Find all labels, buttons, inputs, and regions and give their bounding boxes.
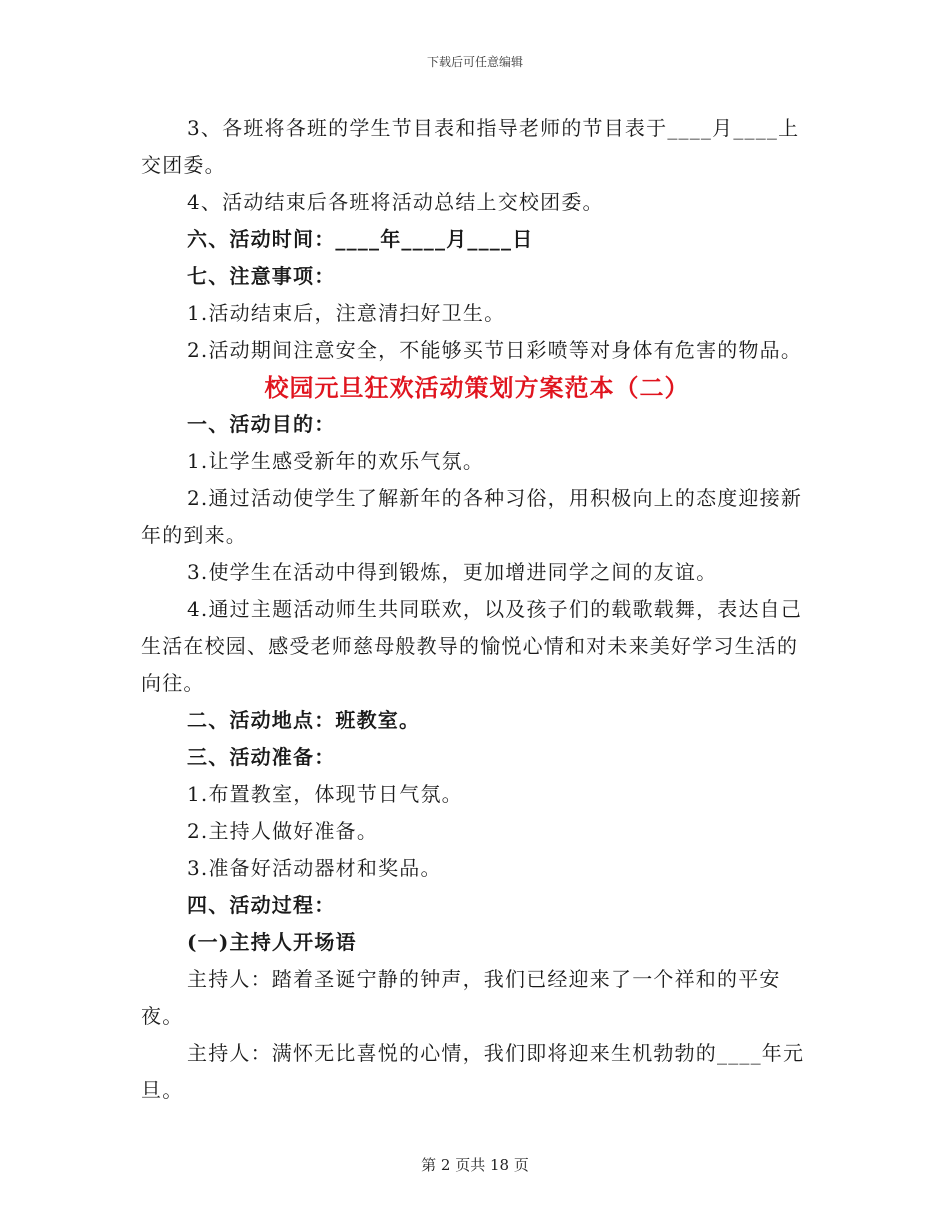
paragraph-host-line-2: 主持人：满怀无比喜悦的心情，我们即将迎来生机勃勃的____年元旦。 [141, 1041, 805, 1102]
paragraph-submit-summary: 4、活动结束后各班将活动总结上交校团委。 [187, 190, 604, 214]
paragraph-note-1: 1.活动结束后，注意清扫好卫生。 [187, 301, 506, 325]
page-footer: 第 2 页共 18 页 [421, 1156, 529, 1174]
paragraph-prep-3: 3.准备好活动器材和奖品。 [187, 856, 442, 880]
heading-host-opening: (一)主持人开场语 [187, 930, 357, 954]
paragraph-prep-2: 2.主持人做好准备。 [187, 819, 379, 843]
heading-preparation: 三、活动准备： [187, 745, 336, 769]
heading-purpose: 一、活动目的： [187, 412, 336, 436]
heading-process: 四、活动过程： [187, 893, 336, 917]
heading-location: 二、活动地点：班教室。 [187, 708, 421, 732]
paragraph-purpose-3: 3.使学生在活动中得到锻炼，更加增进同学之间的友谊。 [187, 560, 718, 584]
section-title: 校园元旦狂欢活动策划方案范本（二） [264, 373, 690, 402]
paragraph-prep-1: 1.布置教室，体现节日气氛。 [187, 782, 463, 806]
paragraph-purpose-1: 1.让学生感受新年的欢乐气氛。 [187, 449, 485, 473]
paragraph-note-2: 2.活动期间注意安全，不能够买节日彩喷等对身体有危害的物品。 [187, 338, 803, 362]
paragraph-submit-programs: 3、各班将各班的学生节目表和指导老师的节目表于____月____上交团委。 [141, 116, 800, 177]
page-header: 下载后可任意编辑 [426, 55, 523, 69]
heading-notes: 七、注意事项： [187, 264, 336, 288]
paragraph-purpose-2: 2.通过活动使学生了解新年的各种习俗，用积极向上的态度迎接新年的到来。 [141, 486, 803, 547]
paragraph-purpose-4: 4.通过主题活动师生共同联欢，以及孩子们的载歌载舞，表达自己生活在校园、感受老师慈母般教导的愉悦心情和对未来美好学习生活的向往。 [141, 597, 803, 695]
paragraph-host-line-1: 主持人：踏着圣诞宁静的钟声，我们已经迎来了一个祥和的平安夜。 [141, 967, 781, 1028]
heading-activity-time: 六、活动时间：____年____月____日 [187, 227, 534, 251]
document-body [141, 110, 813, 1109]
